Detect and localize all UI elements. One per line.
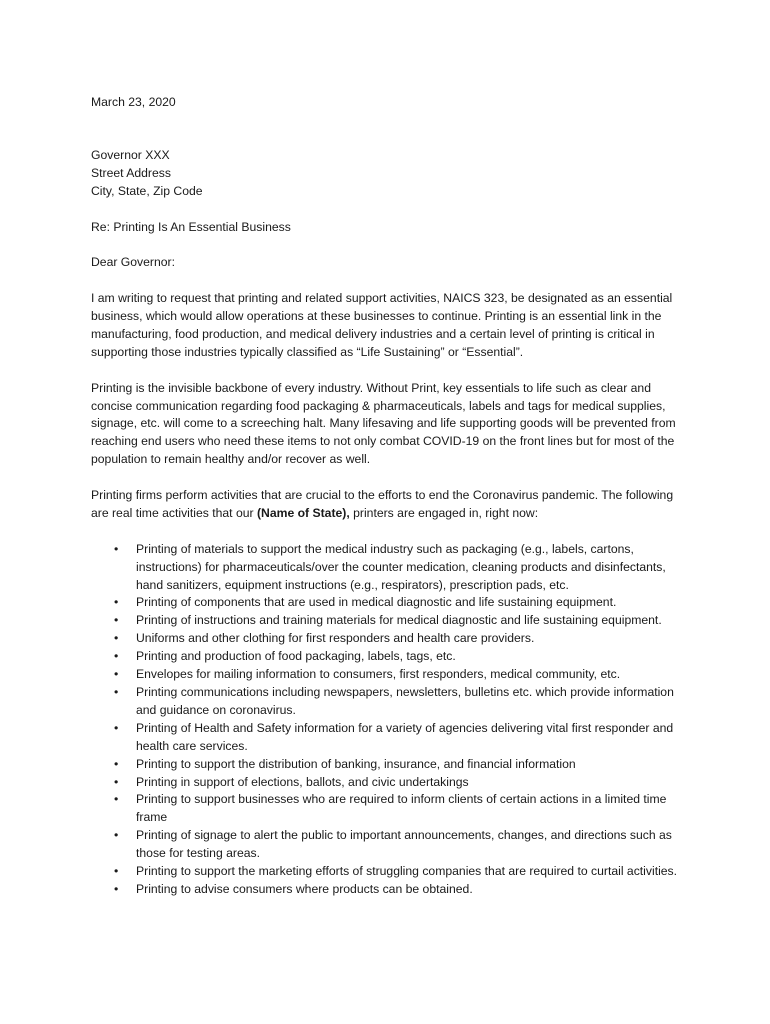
bullet-icon: • <box>114 774 119 789</box>
list-item-text: Printing of Health and Safety information for a variety of agencies delivering vital first responder and health care services. <box>136 720 674 753</box>
bullet-icon: • <box>114 649 119 664</box>
list-item <box>114 648 690 666</box>
list-item <box>114 666 690 684</box>
recipient-name: Governor XXX <box>91 147 170 162</box>
recipient-street: Street Address <box>91 165 171 180</box>
recipient-address <box>91 147 690 201</box>
list-item-text: Printing to advise consumers where products can be obtained. <box>136 881 473 896</box>
list-item <box>114 863 690 881</box>
list-item-text: Uniforms and other clothing for first responders and health care providers. <box>136 631 535 646</box>
intro-text: Printing firms perform activities that are crucial to the efforts to end the Coronavirus pandemic. The following are real time activities that our <box>91 488 674 520</box>
recipient-city: City, State, Zip Code <box>91 183 203 198</box>
bullet-icon: • <box>114 613 119 628</box>
list-item-text: Printing of components that are used in medical diagnostic and life sustaining equipment. <box>136 595 617 610</box>
state-placeholder: (Name of State), <box>256 505 350 520</box>
list-item <box>114 684 690 720</box>
bullet-icon: • <box>114 631 119 646</box>
list-item-text: Printing communications including newspapers, newsletters, bulletins etc. which provide information and guidance on coronavirus. <box>136 685 674 717</box>
list-item <box>114 774 690 792</box>
list-item-text: Printing to support businesses who are required to inform clients of certain actions in a limited time frame <box>136 792 667 825</box>
list-item-text: Printing in support of elections, ballots, and civic undertakings <box>136 774 469 789</box>
list-item-text: Printing to support the distribution of banking, insurance, and financial information <box>136 756 576 771</box>
list-item <box>114 612 690 630</box>
salutation: Dear Governor: <box>91 255 175 270</box>
paragraph-backbone: Printing is the invisible backbone of every industry. Without Print, key essentials to life such as clear and concise communication regarding food packaging & pharmaceuticals, labels and tags for medical supplies, signage, etc. will come to a screeching halt. Many lifesaving and life supporting goods will be prevented from reaching end users who need these items to not only combat COVID-19 on the front lines but for most of the population to remain healthy and/or recover as well. <box>91 380 676 467</box>
list-item-text: Printing and production of food packaging, labels, tags, etc. <box>136 649 456 664</box>
list-item <box>114 594 690 612</box>
list-item-text: Printing of materials to support the medical industry such as packaging (e.g., labels, cartons, instructions) for pharmaceuticals/over the counter medication, cleaning products and disinfectants, hand sanitizers, equipment instructions (e.g., respirators), prescription pads, etc. <box>136 541 666 592</box>
bullet-icon: • <box>114 881 119 896</box>
bullet-icon: • <box>114 595 119 610</box>
list-item <box>114 791 690 827</box>
bullet-icon: • <box>114 541 119 556</box>
bullet-icon: • <box>114 667 119 682</box>
bullet-icon: • <box>114 756 119 771</box>
intro-end: printers are engaged in, right now: <box>349 505 539 520</box>
bullet-icon: • <box>114 828 119 843</box>
list-item <box>114 881 690 899</box>
subject-line: Re: Printing Is An Essential Business <box>91 219 291 234</box>
activities-list <box>91 541 690 899</box>
list-item <box>114 630 690 648</box>
list-item <box>114 720 690 756</box>
list-item-text: Printing of instructions and training materials for medical diagnostic and life sustaining equipment. <box>136 613 662 628</box>
list-item-text: Printing of signage to alert the public to important announcements, changes, and directions such as those for testing areas. <box>136 828 672 861</box>
list-item <box>114 756 690 774</box>
list-item <box>114 541 690 595</box>
bullet-icon: • <box>114 685 119 699</box>
paragraph-activities-intro <box>91 487 690 523</box>
bullet-icon: • <box>114 720 119 735</box>
paragraph-request: I am writing to request that printing and related support activities, NAICS 323, be designated as an essential business, which would allow operations at these businesses to continue. Printing is an essential link in the manufacturing, food production, and medical delivery industries and a certain level of printing is critical in supporting those industries typically classified as “Life Sustaining” or “Essential”. <box>91 291 673 359</box>
list-item-text: Printing to support the marketing efforts of struggling companies that are required to curtail activities. <box>136 864 678 879</box>
bullet-icon: • <box>114 792 119 807</box>
bullet-icon: • <box>114 864 119 879</box>
list-item-text: Envelopes for mailing information to consumers, first responders, medical community, etc. <box>136 667 621 682</box>
letter-date: March 23, 2020 <box>91 95 176 109</box>
list-item <box>114 827 690 863</box>
